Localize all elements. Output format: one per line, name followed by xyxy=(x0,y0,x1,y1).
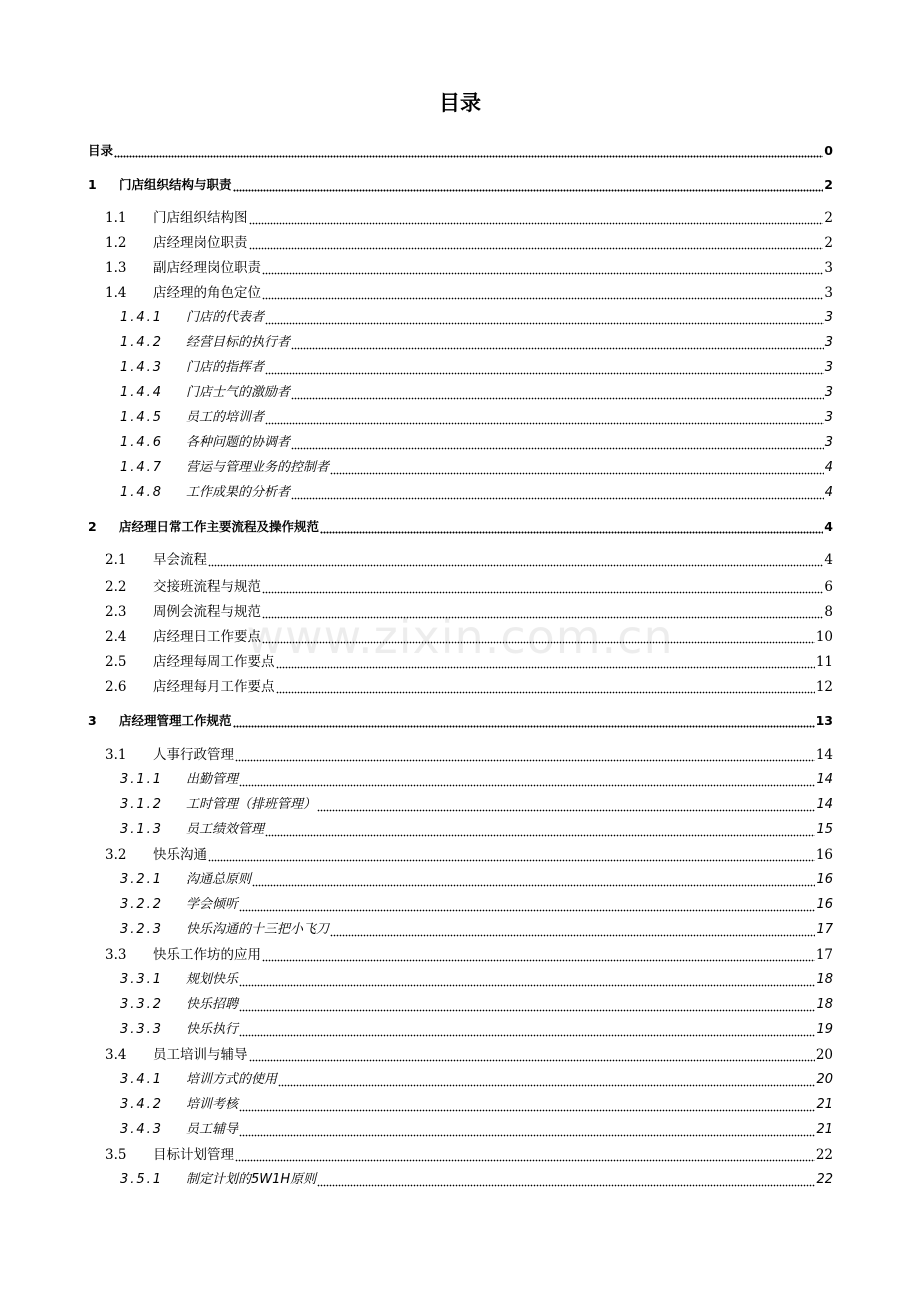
toc-entry-title: 工时管理（排班管理） xyxy=(186,797,317,812)
toc-section-entry[interactable] xyxy=(88,548,833,568)
toc-dot-leader xyxy=(262,260,823,276)
toc-entry-page-number: 13 xyxy=(815,713,833,728)
toc-entry-number: 2.4 xyxy=(105,629,127,645)
toc-section-entry[interactable] xyxy=(88,256,833,276)
toc-section-entry[interactable] xyxy=(88,675,833,695)
toc-subsection-entry[interactable] xyxy=(88,381,833,401)
toc-entry-title: 员工绩效管理 xyxy=(186,822,265,837)
toc-dot-leader xyxy=(262,947,815,963)
toc-entry-page-number: 10 xyxy=(815,629,833,645)
toc-dot-leader xyxy=(278,1072,815,1088)
toc-subsection-entry[interactable] xyxy=(88,1168,833,1188)
toc-entry-page-number: 4 xyxy=(824,552,833,568)
toc-entry-page-number: 3 xyxy=(824,410,833,425)
toc-entry-title: 快乐招聘 xyxy=(186,997,239,1012)
toc-dot-leader xyxy=(265,822,815,838)
toc-dot-leader xyxy=(235,747,815,763)
toc-dot-leader xyxy=(114,143,823,159)
toc-entry-title: 出勤管理 xyxy=(186,772,239,787)
toc-entry-title: 员工的培训者 xyxy=(186,410,265,425)
toc-entry-number: 3.3.2 xyxy=(120,997,164,1012)
toc-entry-title: 交接班流程与规范 xyxy=(153,579,261,595)
toc-entry-title: 店经理日常工作主要流程及操作规范 xyxy=(119,519,320,534)
toc-dot-leader xyxy=(235,1147,815,1163)
toc-entry-title: 员工培训与辅导 xyxy=(153,1047,248,1063)
toc-entry-page-number: 0 xyxy=(824,143,833,158)
toc-entry-number: 3.5 xyxy=(105,1147,127,1163)
toc-dot-leader xyxy=(262,604,823,620)
toc-entry-page-number: 17 xyxy=(816,922,833,937)
toc-entry-title: 店经理每周工作要点 xyxy=(153,654,275,670)
toc-subsection-entry[interactable] xyxy=(88,893,833,913)
toc-entry-page-number: 16 xyxy=(816,872,833,887)
toc-entry-number: 3.2.3 xyxy=(120,922,164,937)
toc-section-entry[interactable] xyxy=(88,206,833,226)
toc-dot-leader xyxy=(252,872,815,888)
toc-section-entry[interactable] xyxy=(88,600,833,620)
toc-entry-page-number: 8 xyxy=(824,604,833,620)
toc-entry-page-number: 4 xyxy=(824,485,833,500)
toc-entry-number: 2.2 xyxy=(105,579,127,595)
toc-entry-number: 3.4.3 xyxy=(120,1122,164,1137)
toc-dot-leader xyxy=(265,310,824,326)
toc-subsection-entry[interactable] xyxy=(88,818,833,838)
toc-entry-title: 营运与管理业务的控制者 xyxy=(186,460,330,475)
toc-subsection-entry[interactable] xyxy=(88,793,833,813)
toc-entry-title: 门店的代表者 xyxy=(186,310,265,325)
toc-dot-leader xyxy=(317,797,815,813)
toc-entry-page-number: 18 xyxy=(816,997,833,1012)
toc-dot-leader xyxy=(249,235,824,251)
toc-entry-title: 门店组织结构图 xyxy=(153,210,248,226)
toc-entry-page-number: 3 xyxy=(824,385,833,400)
toc-dot-leader xyxy=(262,285,823,301)
toc-entry-number: 3.4.2 xyxy=(120,1097,164,1112)
toc-entry-title: 店经理每月工作要点 xyxy=(153,679,275,695)
toc-entry-number: 3.2.1 xyxy=(120,872,164,887)
toc-entry-number: 1.4.6 xyxy=(120,435,164,450)
toc-entry-number: 3.2.2 xyxy=(120,897,164,912)
toc-entry-page-number: 14 xyxy=(816,772,833,787)
toc-entry-title: 沟通总原则 xyxy=(186,872,252,887)
toc-entry-page-number: 14 xyxy=(815,747,833,763)
toc-section-entry[interactable] xyxy=(88,743,833,763)
toc-entry-number: 1.4.7 xyxy=(120,460,164,475)
toc-chapter-entry[interactable] xyxy=(88,515,833,535)
toc-dot-leader xyxy=(233,177,824,193)
toc-entry-page-number: 3 xyxy=(824,260,833,276)
toc-entry-number: 1.3 xyxy=(105,260,127,276)
toc-dot-leader xyxy=(239,972,815,988)
toc-subsection-entry[interactable] xyxy=(88,481,833,501)
toc-entry-number: 1.4.5 xyxy=(120,410,164,425)
toc-entry-number: 1.2 xyxy=(105,235,127,251)
toc-entry-page-number: 21 xyxy=(816,1122,833,1137)
toc-entry-number: 2.3 xyxy=(105,604,127,620)
toc-entry-page-number: 20 xyxy=(815,1047,833,1063)
toc-subsection-entry[interactable] xyxy=(88,993,833,1013)
toc-section-entry[interactable] xyxy=(88,943,833,963)
toc-entry-page-number: 15 xyxy=(816,822,833,837)
toc-subsection-entry[interactable] xyxy=(88,306,833,326)
toc-entry-page-number: 22 xyxy=(816,1172,833,1187)
toc-section-entry[interactable] xyxy=(88,231,833,251)
toc-section-entry[interactable] xyxy=(88,650,833,670)
toc-entry-number: 2.5 xyxy=(105,654,127,670)
toc-entry-title: 快乐沟通的十三把小飞刀 xyxy=(186,922,330,937)
toc-entry-number: 3.4 xyxy=(105,1047,127,1063)
toc-entry-title: 培训方式的使用 xyxy=(186,1072,278,1087)
toc-entry-number: 3.3.3 xyxy=(120,1022,164,1037)
toc-entry-page-number: 12 xyxy=(815,679,833,695)
toc-section-entry[interactable] xyxy=(88,843,833,863)
toc-entry-number: 2 xyxy=(88,519,97,534)
toc-entry-title: 各种问题的协调者 xyxy=(186,435,291,450)
toc-dot-leader xyxy=(239,997,815,1013)
toc-entry-number: 3.1.1 xyxy=(120,772,164,787)
toc-dot-leader xyxy=(262,629,815,645)
toc-section-entry[interactable] xyxy=(88,1043,833,1063)
toc-dot-leader xyxy=(291,435,824,451)
toc-entry-number: 3.1.3 xyxy=(120,822,164,837)
toc-chapter-entry[interactable] xyxy=(88,139,833,159)
toc-entry-title: 门店士气的激励者 xyxy=(186,385,291,400)
toc-dot-leader xyxy=(208,847,815,863)
toc-entry-title: 目录 xyxy=(88,143,114,158)
toc-entry-number: 1 xyxy=(88,177,97,192)
toc-dot-leader xyxy=(239,1122,815,1138)
toc-entry-page-number: 14 xyxy=(816,797,833,812)
toc-dot-leader xyxy=(239,1097,815,1113)
toc-entry-number: 3.3 xyxy=(105,947,127,963)
toc-dot-leader xyxy=(276,679,815,695)
toc-entry-page-number: 16 xyxy=(815,847,833,863)
toc-subsection-entry[interactable] xyxy=(88,431,833,451)
page-title: 目录 xyxy=(439,91,481,115)
toc-subsection-entry[interactable] xyxy=(88,1118,833,1138)
toc-entry-title: 人事行政管理 xyxy=(153,747,234,763)
toc-dot-leader xyxy=(265,360,824,376)
toc-entry-number: 1.4.1 xyxy=(120,310,164,325)
toc-section-entry[interactable] xyxy=(88,625,833,645)
toc-entry-page-number: 11 xyxy=(815,654,833,670)
toc-dot-leader xyxy=(320,519,823,535)
toc-entry-number: 1.4.8 xyxy=(120,485,164,500)
toc-dot-leader xyxy=(262,579,823,595)
toc-subsection-entry[interactable] xyxy=(88,968,833,988)
toc-entry-page-number: 3 xyxy=(824,360,833,375)
toc-entry-number: 1.4.3 xyxy=(120,360,164,375)
toc-entry-title: 店经理的角色定位 xyxy=(153,285,261,301)
toc-dot-leader xyxy=(239,1022,815,1038)
toc-dot-leader xyxy=(249,210,824,226)
toc-entry-title: 店经理管理工作规范 xyxy=(119,713,232,728)
toc-subsection-entry[interactable] xyxy=(88,768,833,788)
toc-subsection-entry[interactable] xyxy=(88,331,833,351)
toc-dot-leader xyxy=(291,485,824,501)
toc-entry-page-number: 18 xyxy=(816,972,833,987)
toc-dot-leader xyxy=(208,552,823,568)
toc-dot-leader xyxy=(249,1047,815,1063)
toc-entry-page-number: 3 xyxy=(824,335,833,350)
toc-entry-title: 快乐执行 xyxy=(186,1022,239,1037)
toc-entry-page-number: 20 xyxy=(816,1072,833,1087)
toc-entry-number: 3.3.1 xyxy=(120,972,164,987)
toc-entry-title: 员工辅导 xyxy=(186,1122,239,1137)
toc-subsection-entry[interactable] xyxy=(88,356,833,376)
toc-entry-number: 2.1 xyxy=(105,552,127,568)
toc-chapter-entry[interactable] xyxy=(88,709,833,729)
toc-subsection-entry[interactable] xyxy=(88,406,833,426)
toc-entry-number: 2.6 xyxy=(105,679,127,695)
toc-entry-title: 经营目标的执行者 xyxy=(186,335,291,350)
toc-dot-leader xyxy=(330,460,824,476)
toc-entry-title: 副店经理岗位职责 xyxy=(153,260,261,276)
toc-entry-page-number: 4 xyxy=(824,519,833,534)
toc-entry-page-number: 6 xyxy=(824,579,833,595)
toc-dot-leader xyxy=(233,713,815,729)
toc-entry-number: 3.4.1 xyxy=(120,1072,164,1087)
toc-entry-title: 学会倾听 xyxy=(186,897,239,912)
toc-entry-page-number: 3 xyxy=(824,310,833,325)
toc-dot-leader xyxy=(239,772,815,788)
toc-dot-leader xyxy=(291,385,824,401)
toc-dot-leader xyxy=(291,335,824,351)
toc-entry-page-number: 17 xyxy=(815,947,833,963)
toc-entry-title: 工作成果的分析者 xyxy=(186,485,291,500)
toc-subsection-entry[interactable] xyxy=(88,868,833,888)
toc-dot-leader xyxy=(330,922,815,938)
toc-section-entry[interactable] xyxy=(88,575,833,595)
toc-entry-page-number: 4 xyxy=(824,460,833,475)
toc-entry-number: 3.1 xyxy=(105,747,127,763)
toc-entry-number: 3.5.1 xyxy=(120,1172,164,1187)
toc-dot-leader xyxy=(317,1172,815,1188)
toc-entry-title: 门店的指挥者 xyxy=(186,360,265,375)
toc-entry-title: 周例会流程与规范 xyxy=(153,604,261,620)
toc-dot-leader xyxy=(276,654,815,670)
toc-entry-page-number: 2 xyxy=(824,177,833,192)
toc-entry-number: 1.4 xyxy=(105,285,127,301)
toc-entry-title: 快乐沟通 xyxy=(153,847,207,863)
toc-entry-title: 目标计划管理 xyxy=(153,1147,234,1163)
toc-entry-title: 早会流程 xyxy=(153,552,207,568)
toc-subsection-entry[interactable] xyxy=(88,1018,833,1038)
toc-entry-title: 店经理日工作要点 xyxy=(153,629,261,645)
toc-entry-number: 1.4.2 xyxy=(120,335,164,350)
toc-dot-leader xyxy=(265,410,824,426)
toc-entry-page-number: 2 xyxy=(824,235,833,251)
toc-subsection-entry[interactable] xyxy=(88,1068,833,1088)
toc-subsection-entry[interactable] xyxy=(88,918,833,938)
toc-chapter-entry[interactable] xyxy=(88,173,833,193)
toc-entry-title: 规划快乐 xyxy=(186,972,239,987)
toc-entry-number: 3 xyxy=(88,713,97,728)
toc-entry-page-number: 3 xyxy=(824,435,833,450)
toc-entry-page-number: 21 xyxy=(816,1097,833,1112)
toc-section-entry[interactable] xyxy=(88,281,833,301)
toc-entry-number: 3.1.2 xyxy=(120,797,164,812)
toc-dot-leader xyxy=(239,897,815,913)
toc-entry-number: 1.4.4 xyxy=(120,385,164,400)
toc-entry-title: 店经理岗位职责 xyxy=(153,235,248,251)
toc-section-entry[interactable] xyxy=(88,1143,833,1163)
toc-entry-title: 培训考核 xyxy=(186,1097,239,1112)
toc-entry-page-number: 19 xyxy=(816,1022,833,1037)
toc-entry-page-number: 3 xyxy=(824,285,833,301)
toc-entry-page-number: 16 xyxy=(816,897,833,912)
toc-entry-title: 快乐工作坊的应用 xyxy=(153,947,261,963)
toc-entry-number: 1.1 xyxy=(105,210,127,226)
toc-subsection-entry[interactable] xyxy=(88,1093,833,1113)
toc-entry-number: 3.2 xyxy=(105,847,127,863)
toc-entry-title: 门店组织结构与职责 xyxy=(119,177,232,192)
toc-entry-title: 制定计划的5W1H原则 xyxy=(186,1172,317,1187)
toc-entry-page-number: 22 xyxy=(815,1147,833,1163)
toc-subsection-entry[interactable] xyxy=(88,456,833,476)
toc-entry-page-number: 2 xyxy=(824,210,833,226)
